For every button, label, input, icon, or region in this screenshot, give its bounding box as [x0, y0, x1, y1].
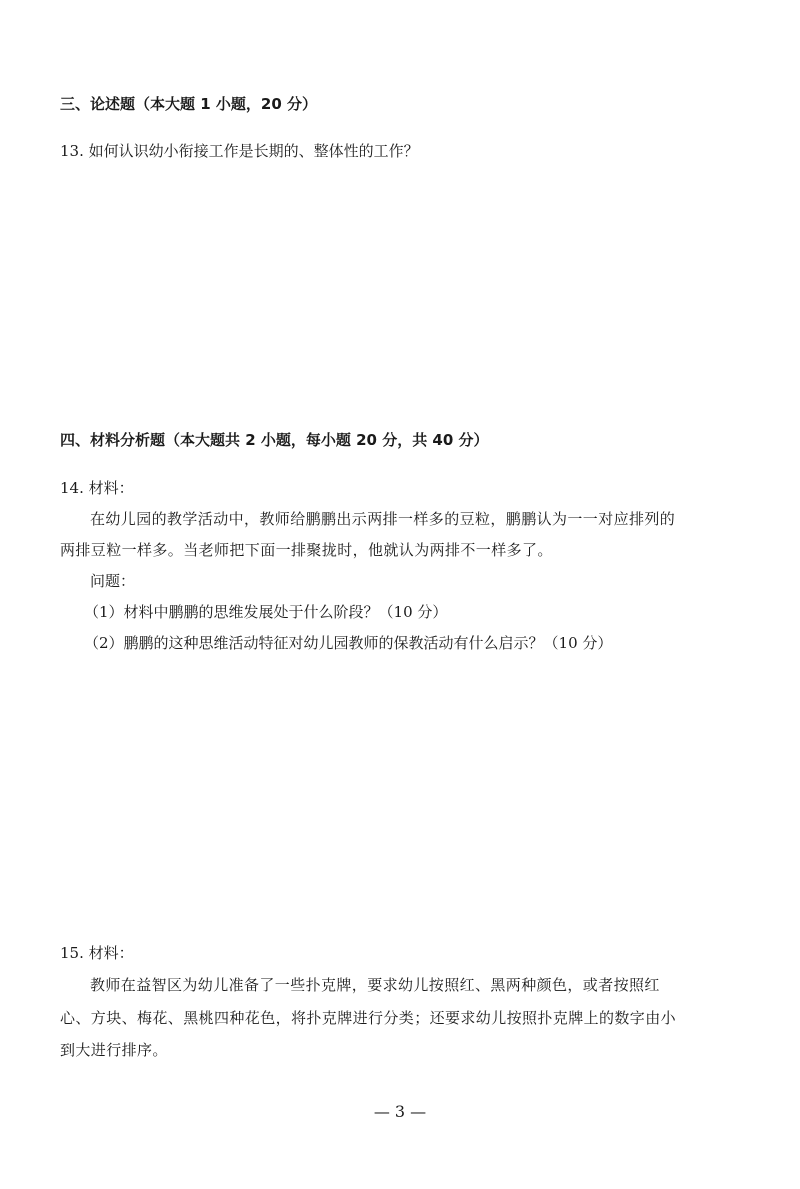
question-15-material-line-3: 到大进行排序。 [60, 1041, 168, 1059]
question-14-sub-1: （1）材料中鹏鹏的思维发展处于什么阶段？（10 分） [84, 603, 448, 621]
question-13: 13. 如何认识幼小衔接工作是长期的、整体性的工作？ [60, 142, 419, 160]
question-15-material-line-1: 教师在益智区为幼儿准备了一些扑克牌，要求幼儿按照红、黑两种颜色，或者按照红 [90, 976, 660, 994]
section-3-heading: 三、论述题（本大题 1 小题，20 分） [60, 95, 317, 113]
question-14-material-line-1: 在幼儿园的教学活动中，教师给鹏鹏出示两排一样多的豆粒，鹏鹏认为一一对应排列的 [90, 510, 676, 528]
question-14-material-line-2: 两排豆粒一样多。当老师把下面一排聚拢时，他就认为两排不一样多了。 [60, 541, 553, 559]
question-15-label: 15. 材料： [60, 944, 134, 962]
page-number: — 3 — [373, 1102, 427, 1121]
question-14-question-label: 问题： [90, 572, 136, 590]
question-14-label: 14. 材料： [60, 479, 134, 497]
question-14-sub-2: （2）鹏鹏的这种思维活动特征对幼儿园教师的保教活动有什么启示？（10 分） [84, 634, 613, 652]
section-4-heading: 四、材料分析题（本大题共 2 小题，每小题 20 分，共 40 分） [60, 431, 489, 449]
question-15-material-line-2: 心、方块、梅花、黑桃四种花色，将扑克牌进行分类；还要求幼儿按照扑克牌上的数字由小 [60, 1009, 677, 1027]
